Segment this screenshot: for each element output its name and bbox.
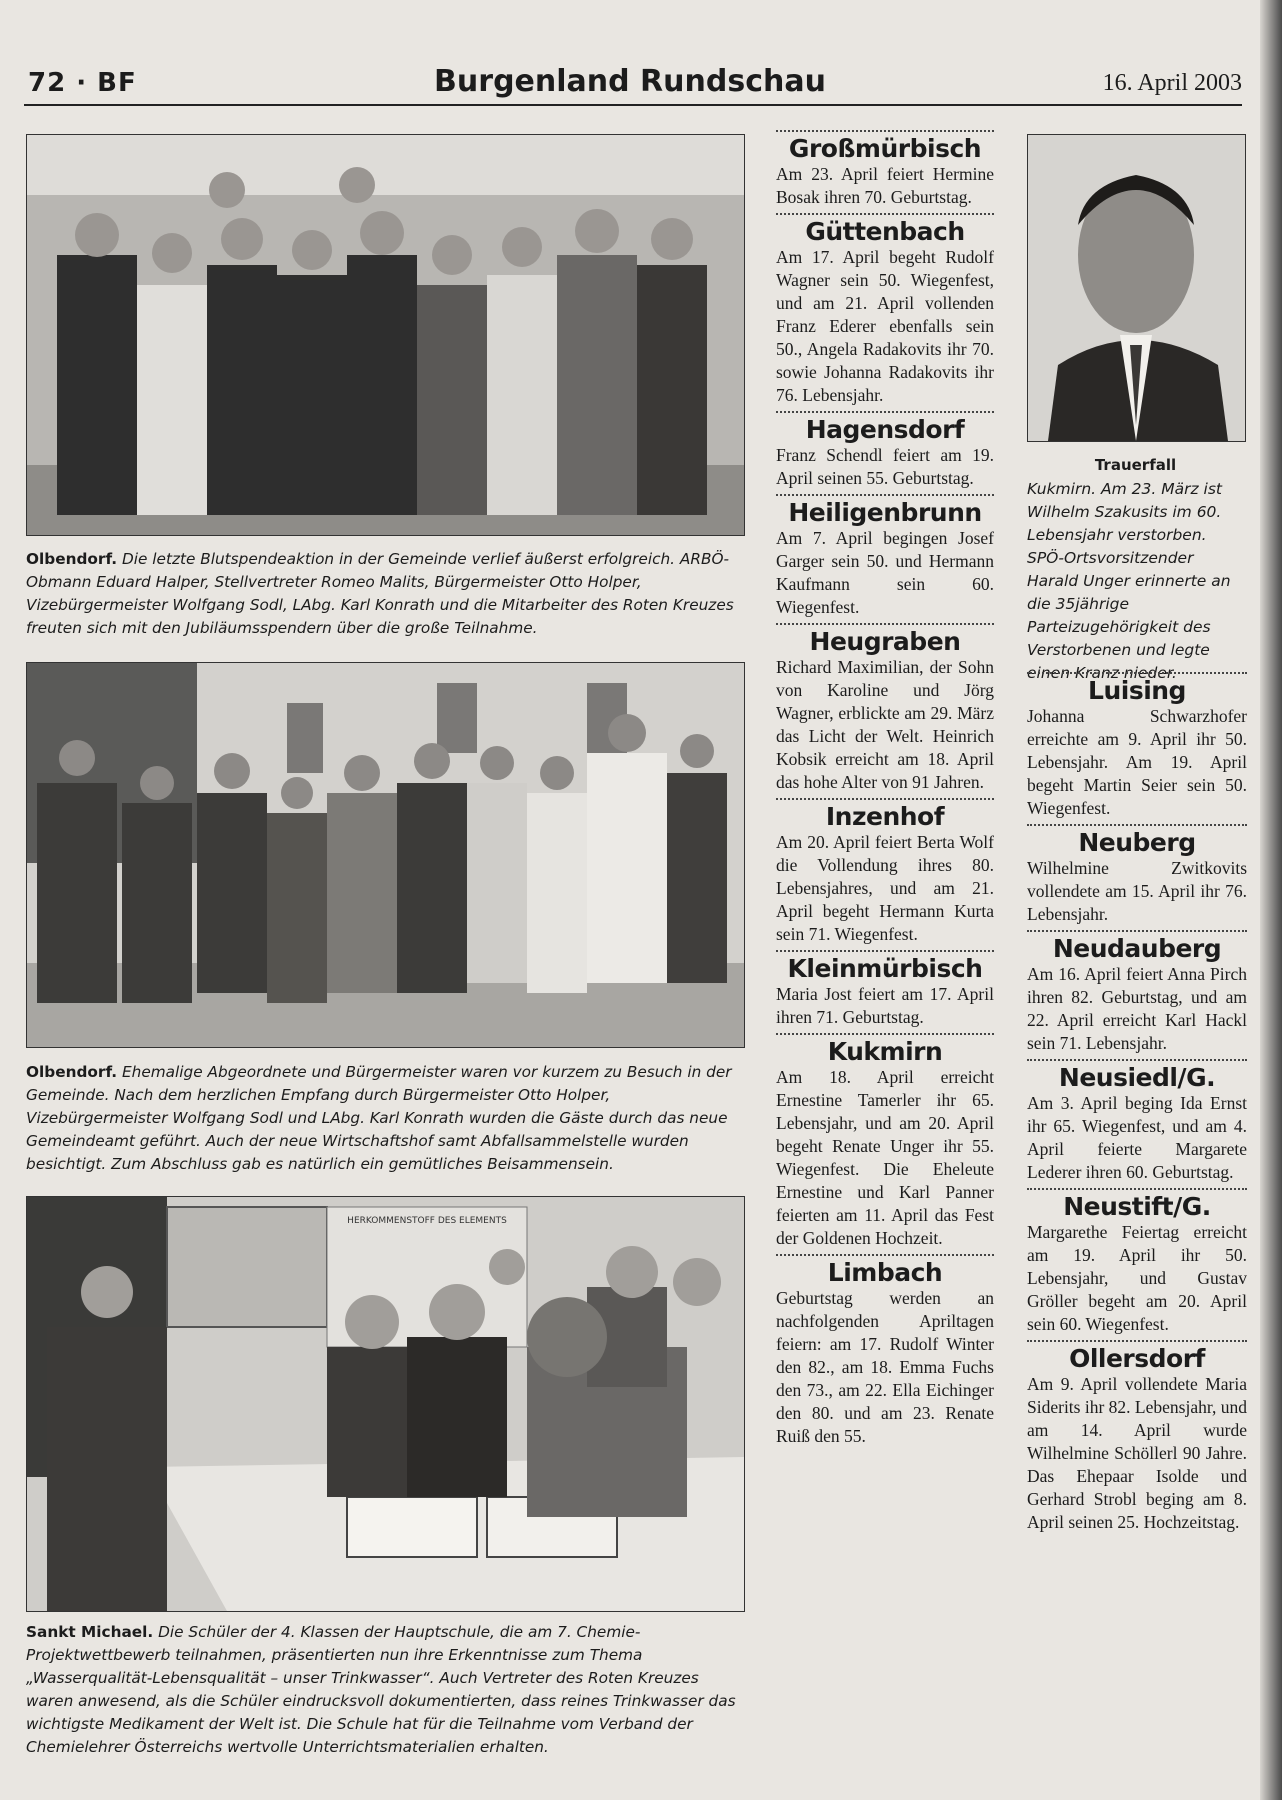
notice-heading: Neusiedl/G.	[1058, 1063, 1216, 1092]
notice-heading: Heiligenbrunn	[788, 498, 982, 527]
notice-neusiedl	[1027, 1059, 1247, 1184]
caption-photo-2	[26, 1061, 746, 1176]
notice-text: Am 23. April feiert Hermine Bosak ihren 70. Geburtstag.	[776, 164, 994, 207]
notice-hagensdorf	[776, 411, 994, 490]
notice-text: Margarethe Feiertag erreicht am 19. April ihr 50. Lebensjahr, und Gustav Gröller begeht am 20. April sein 60. Wiegenfest.	[1027, 1222, 1247, 1334]
caption-3-place: Sankt Michael.	[26, 1623, 154, 1641]
notice-heading: Neudauberg	[1052, 934, 1222, 963]
notice-neustift	[1027, 1188, 1247, 1336]
notice-inzenhof	[776, 798, 994, 946]
caption-3-text: Die Schüler der 4. Klassen der Hauptschule, die am 7. Chemie-Projektwettbewerb teilnahmen, präsentierten nun ihre Erkenntnisse zum Thema „Wasserqualität-Lebensqualität – unser Trinkwasser“. Auch Vertreter des Roten Kreuzes waren anwesend, als die Schüler eindrucksvoll dokumentierten, dass reines Trinkwasser das wichtigste Medikament der Welt ist. Die Schule hat für die Teilnahme vom Verband der Chemielehrer Österreichs wertvolle Unterrichtsmaterialien erhalten.	[26, 1623, 736, 1756]
page-binding-edge	[1260, 0, 1282, 1800]
notice-text: Maria Jost feiert am 17. April ihren 71. Geburtstag.	[776, 984, 994, 1027]
notice-neuberg	[1027, 824, 1247, 926]
notice-grossmuerbisch	[776, 130, 994, 209]
page-number-label: 72 · BF	[28, 68, 137, 98]
newspaper-title: Burgenland Rundschau	[434, 64, 826, 99]
notice-text: Wilhelmine Zwitkovits vollendete am 15. April ihr 76. Lebensjahr.	[1027, 858, 1247, 924]
wall-poster-title: HERKOMMENSTOFF DES ELEMENTS	[347, 1216, 507, 1226]
notice-heading: Heugraben	[809, 627, 961, 656]
portrait-photo-deceased	[1027, 134, 1246, 442]
notice-heading: Kleinmürbisch	[787, 954, 983, 983]
notice-kukmirn	[776, 1033, 994, 1250]
notice-limbach	[776, 1254, 994, 1448]
notice-heading: Inzenhof	[825, 802, 945, 831]
notice-heading: Güttenbach	[805, 217, 965, 246]
notice-heading: Hagensdorf	[805, 415, 965, 444]
caption-1-text: Die letzte Blutspendeaktion in der Gemeinde verlief äußerst erfolgreich. ARBÖ-Obmann Eduard Halper, Stellvertreter Romeo Malits, Bürgermeister Otto Holper, Vizebürgermeister Wolfgang Sodl, LAbg. Karl Konrath und die Mitarbeiter des Roten Kreuzes freuten sich mit den Jubiläumsspendern über die große Teilnahme.	[26, 550, 734, 637]
notice-text: Franz Schendl feiert am 19. April seinen 55. Geburtstag.	[776, 445, 994, 488]
issue-date: 16. April 2003	[1102, 70, 1242, 96]
photo-former-mayors-visit	[26, 662, 745, 1048]
notice-text: Geburtstag werden an nachfolgenden Apriltagen feiern: am 17. Rudolf Winter den 82., am 18. Emma Fuchs den 73., am 22. Ella Eichinger den 80. und am 23. Renate Ruiß den 55.	[776, 1288, 994, 1446]
notice-heading: Neustift/G.	[1063, 1192, 1211, 1221]
notice-ollersdorf	[1027, 1340, 1247, 1534]
birthday-column-middle	[776, 130, 994, 1448]
notice-text: Am 9. April vollendete Maria Siderits ihr 82. Lebensjahr, und am 14. April wurde Wilhelmine Schöllerl 90 Jahre. Das Ehepaar Isolde und Gerhard Strobl beging am 8. April seinen 25. Hochzeitstag.	[1027, 1374, 1247, 1532]
notice-heiligenbrunn	[776, 494, 994, 619]
notice-text: Richard Maximilian, der Sohn von Karoline und Jörg Wagner, erblickte am 29. März das Licht der Welt. Heinrich Kobsik erreicht am 18. April das hohe Alter von 91 Jahren.	[776, 657, 994, 792]
notice-heading: Kukmirn	[827, 1037, 943, 1066]
birthday-column-right	[1027, 672, 1247, 1534]
notice-luising	[1027, 672, 1247, 820]
caption-2-text: Ehemalige Abgeordnete und Bürgermeister waren vor kurzem zu Besuch in der Gemeinde. Nach dem herzlichen Empfang durch Bürgermeister Otto Holper, Vizebürgermeister Wolfgang Sodl und LAbg. Karl Konrath wurden die Gäste durch das neue Gemeindeamt geführt. Auch der neue Wirtschaftshof samt Abfallsammelstelle wurden besichtigt. Zum Abschluss gab es natürlich ein gemütliches Beisammensein.	[26, 1063, 732, 1173]
notice-text: Johanna Schwarzhofer erreichte am 9. April ihr 50. Lebensjahr. Am 19. April begeht Martin Seier sein 50. Wiegenfest.	[1027, 706, 1247, 818]
notice-kleinmuerbisch	[776, 950, 994, 1029]
obituary-text: Kukmirn. Am 23. März ist Wilhelm Szakusits im 60. Lebensjahr verstorben. SPÖ-Ortsvorsitzender Harald Unger erinnerte an die 35jährige Parteizugehörigkeit des Verstorbenen und legte einen Kranz nieder.	[1027, 480, 1231, 682]
notice-text: Am 17. April begeht Rudolf Wagner sein 50. Wiegenfest, und am 21. April vollenden Franz Ederer ebenfalls sein 50., Angela Radakovits ihr 70. sowie Johanna Radakovits ihr 76. Lebensjahr.	[776, 247, 994, 405]
notice-heading: Großmürbisch	[788, 134, 982, 163]
notice-heugraben	[776, 623, 994, 794]
notice-text: Am 18. April erreicht Ernestine Tamerler ihr 65. Lebensjahr, und am 20. April begeht Renate Unger ihr 55. Wiegenfest. Die Eheleute Ernestine und Karl Panner feierten am 11. April das Fest der Goldenen Hochzeit.	[776, 1067, 994, 1248]
obituary-title: Trauerfall	[1094, 456, 1177, 474]
notice-text: Am 7. April begingen Josef Garger sein 50. und Hermann Kaufmann sein 60. Wiegenfest.	[776, 528, 994, 617]
caption-photo-3	[26, 1621, 746, 1759]
notice-text: Am 3. April beging Ida Ernst ihr 65. Wiegenfest, und am 4. April feierte Margarete Lederer ihren 60. Geburtstag.	[1027, 1093, 1247, 1182]
header-rule	[24, 104, 1242, 106]
caption-2-place: Olbendorf.	[26, 1063, 118, 1081]
notice-heading: Limbach	[827, 1258, 943, 1287]
notice-heading: Neuberg	[1078, 828, 1196, 857]
caption-photo-1	[26, 548, 746, 640]
caption-1-place: Olbendorf.	[26, 550, 118, 568]
photo-chemistry-students	[26, 1196, 745, 1612]
notice-text: Am 16. April feiert Anna Pirch ihren 82. Geburtstag, und am 22. April erreicht Karl Hackl sein 71. Lebensjahr.	[1027, 964, 1247, 1053]
notice-text: Am 20. April feiert Berta Wolf die Vollendung ihres 80. Lebensjahres, und am 21. April begeht Hermann Kurta sein 71. Wiegenfest.	[776, 832, 994, 944]
notice-heading: Luising	[1088, 676, 1186, 705]
photo-blood-donation-group	[26, 134, 745, 536]
notice-heading: Ollersdorf	[1069, 1344, 1205, 1373]
notice-neudauberg	[1027, 930, 1247, 1055]
notice-guettenbach	[776, 213, 994, 407]
